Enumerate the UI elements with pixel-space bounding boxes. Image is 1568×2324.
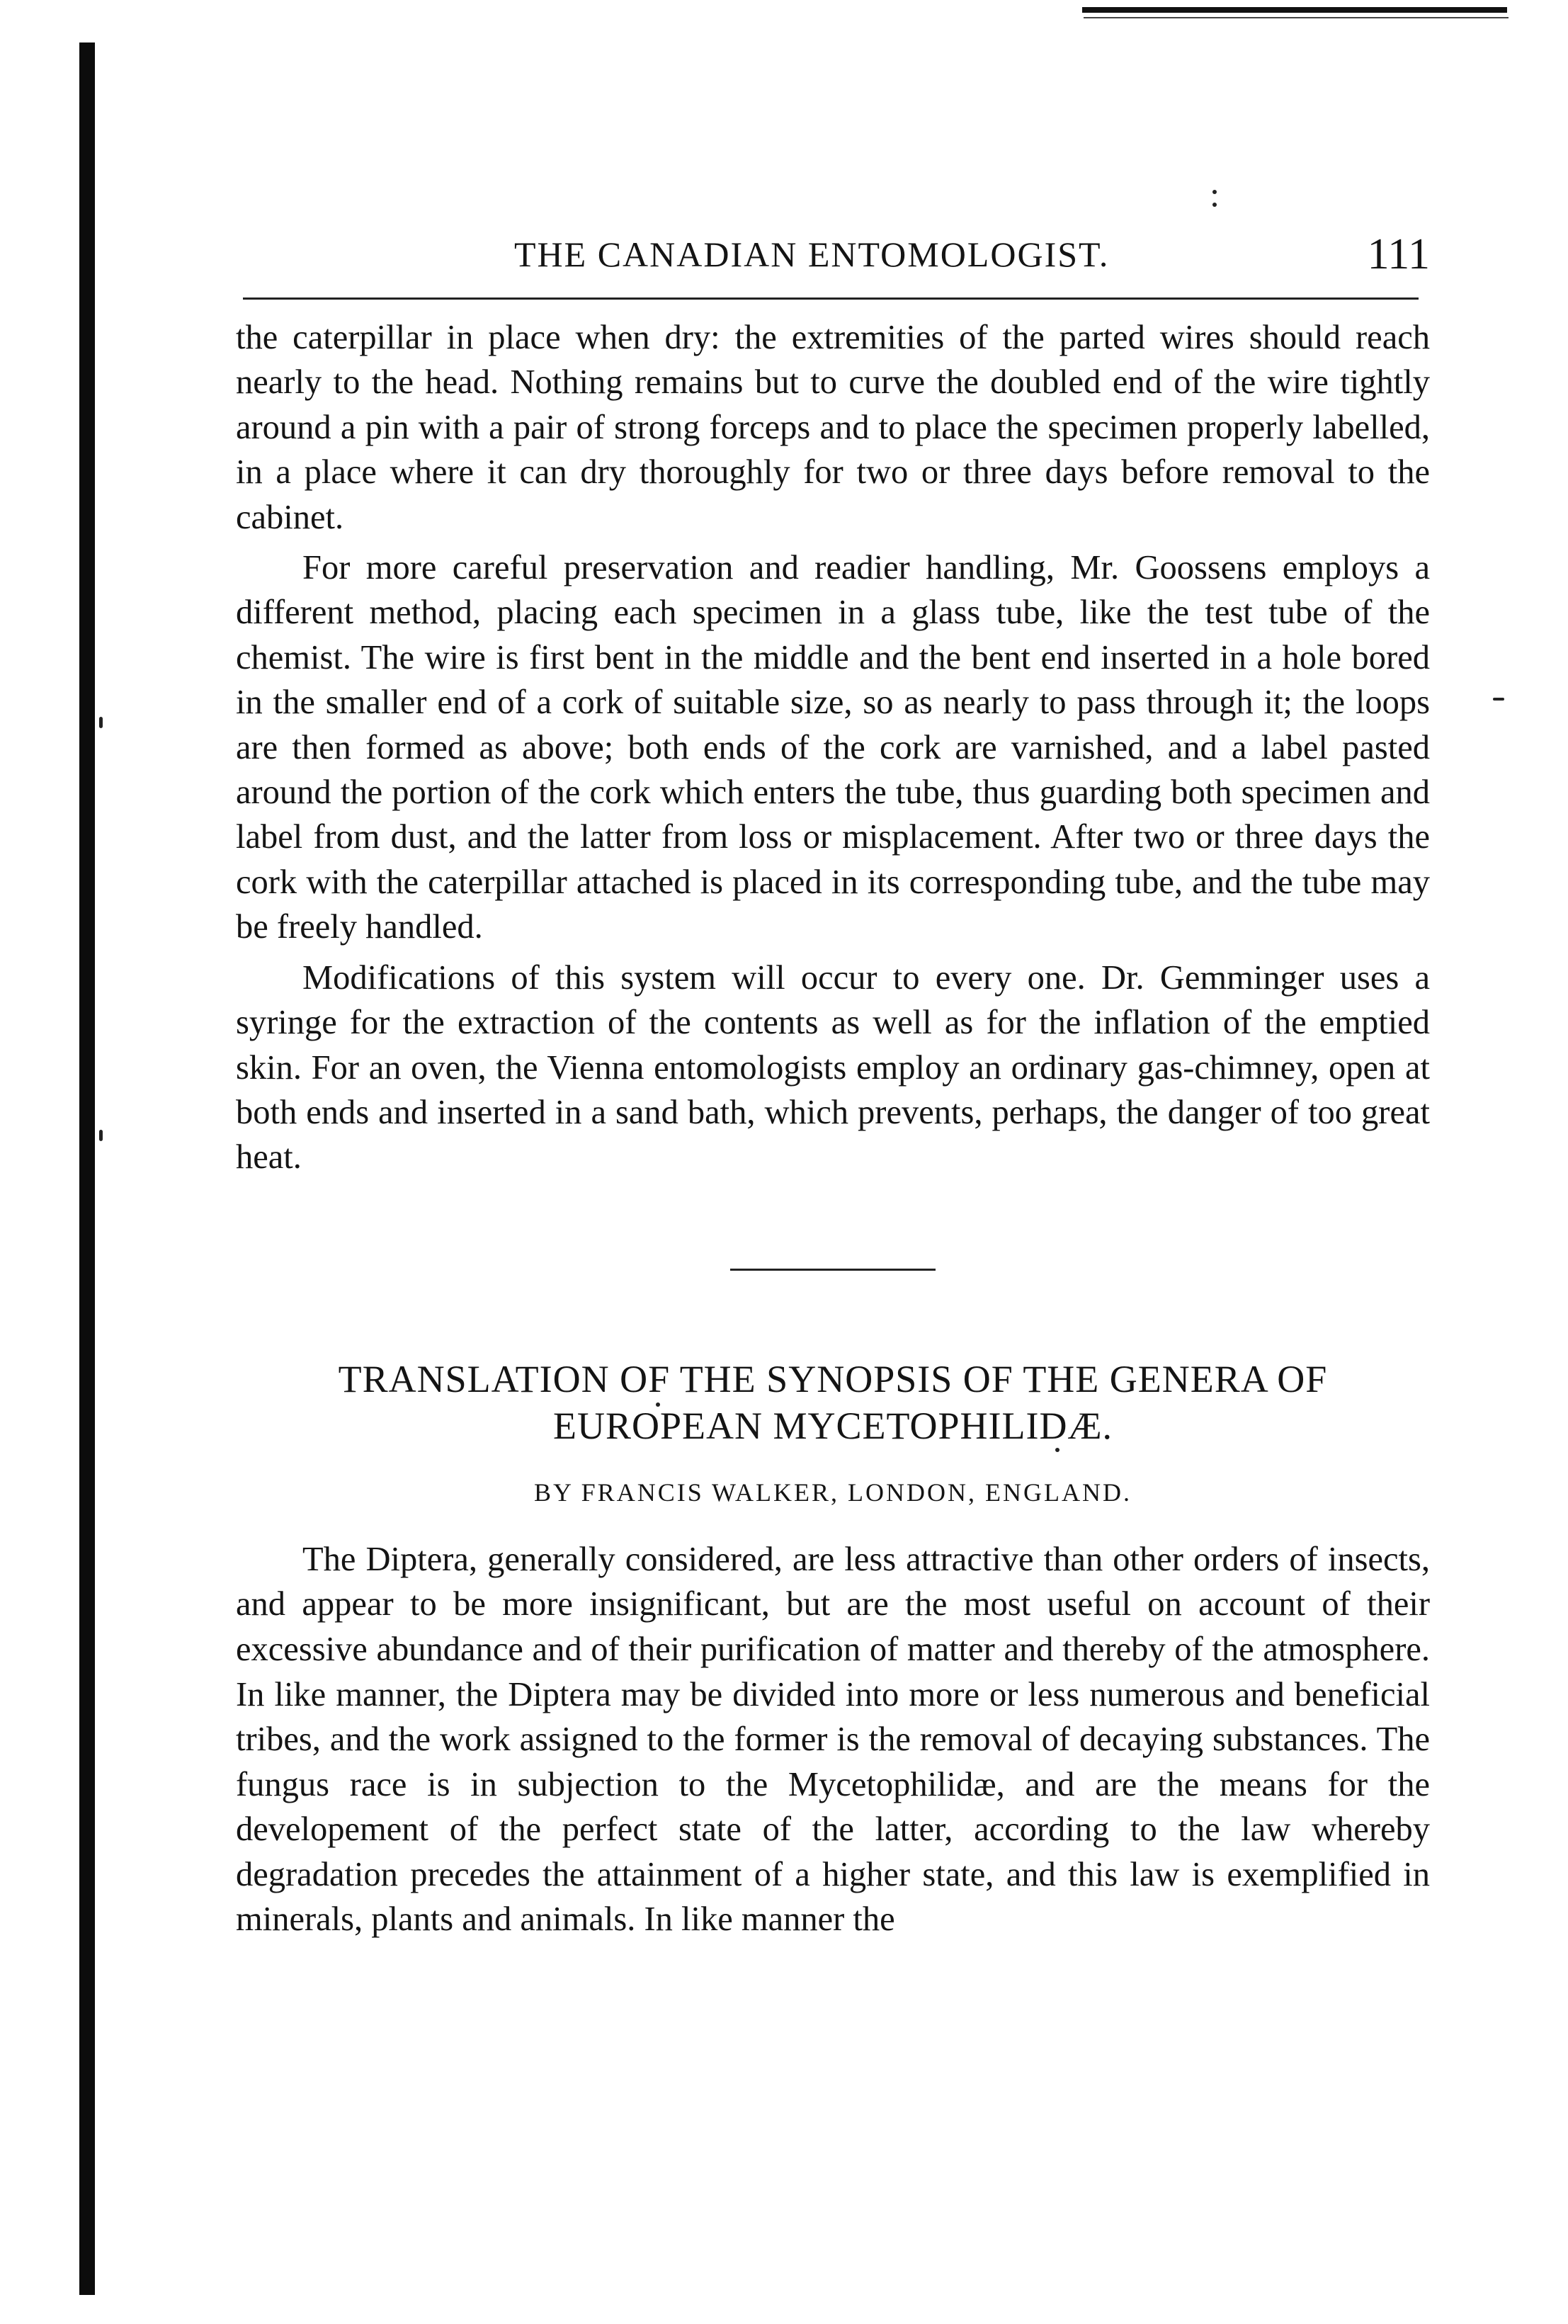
top-edge-rule <box>1082 7 1507 13</box>
section-divider <box>730 1269 936 1271</box>
binding-shadow <box>79 42 95 2295</box>
paragraph: Modifications of this system will occur to every one. Dr. Gemminger uses a syringe for the extraction of the contents as well as for the inflation of the emptied skin. For an oven, the Vienna entomologists employ an ordinary gas-chimney, open at both ends and inserted in a sand bath, which prevents, perhaps, the danger of too great heat. <box>236 958 1430 1177</box>
header-rule <box>243 297 1419 300</box>
paragraph: the caterpillar in place when dry: the extremities of the parted wires should reach nearly to the head. Nothing remains but to curve the doubled end of the wire tightly around a pin with a pair of strong forceps and to place the specimen properly labelled, in a place where it can dry thoroughly for two or three days before removal to the cabinet. <box>236 319 1430 536</box>
running-head <box>236 230 1430 283</box>
byline: BY FRANCIS WALKER, LONDON, ENGLAND. <box>533 1478 1132 1507</box>
continued-article <box>236 315 1430 1180</box>
paragraph: For more careful preservation and readier handling, Mr. Goossens employs a different method, placing each specimen in a glass tube, like the test tube of the chemist. The wire is first bent in the middle and the bent end inserted in a hole bored in the smaller end of a cork of suitable size, so as nearly to pass through it; the loops are then formed as above; both ends of the cork are varnished, and a label pasted around the portion of the cork which enters the tube, thus guarding both specimen and label from dust, and the latter from loss or misplacement. After two or three days the cork with the caterpillar attached is placed in its corresponding tube, and the tube may be freely handled. <box>236 549 1430 946</box>
stray-mark <box>99 1130 103 1141</box>
paragraph: The Diptera, generally considered, are less attractive than other orders of insects, and appear to be more insignificant, but are the most useful on account of their excessive abundance and of their purification of matter and thereby of the atmosphere. In like manner, the Diptera may be divided into more or less numerous and beneficial tribes, and the work assigned to the former is the removal of decaying substances. The fungus race is in subjection to the Mycetophilidæ, and are the means for the developement of the perfect state of the latter, according to the law whereby degradation precedes the attainment of a higher state, and this law is exemplified in minerals, plants and animals. In like manner the <box>236 1540 1430 1939</box>
article-title-line: EUROPEAN MYCETOPHILIDÆ. <box>552 1404 1113 1447</box>
journal-title: THE CANADIAN ENTOMOLOGIST. <box>514 234 1110 274</box>
article-body <box>236 1537 1430 1942</box>
stray-mark <box>1212 190 1217 194</box>
stray-mark <box>1212 203 1217 207</box>
page-content <box>236 230 1430 1942</box>
top-edge-rule-thin <box>1084 17 1509 18</box>
page-number: 111 <box>1367 230 1430 278</box>
stray-mark <box>1493 698 1504 701</box>
article-title-line: TRANSLATION OF THE SYNOPSIS OF THE GENERA OF <box>338 1357 1328 1400</box>
article-title <box>236 1356 1430 1449</box>
stray-mark <box>99 717 103 728</box>
